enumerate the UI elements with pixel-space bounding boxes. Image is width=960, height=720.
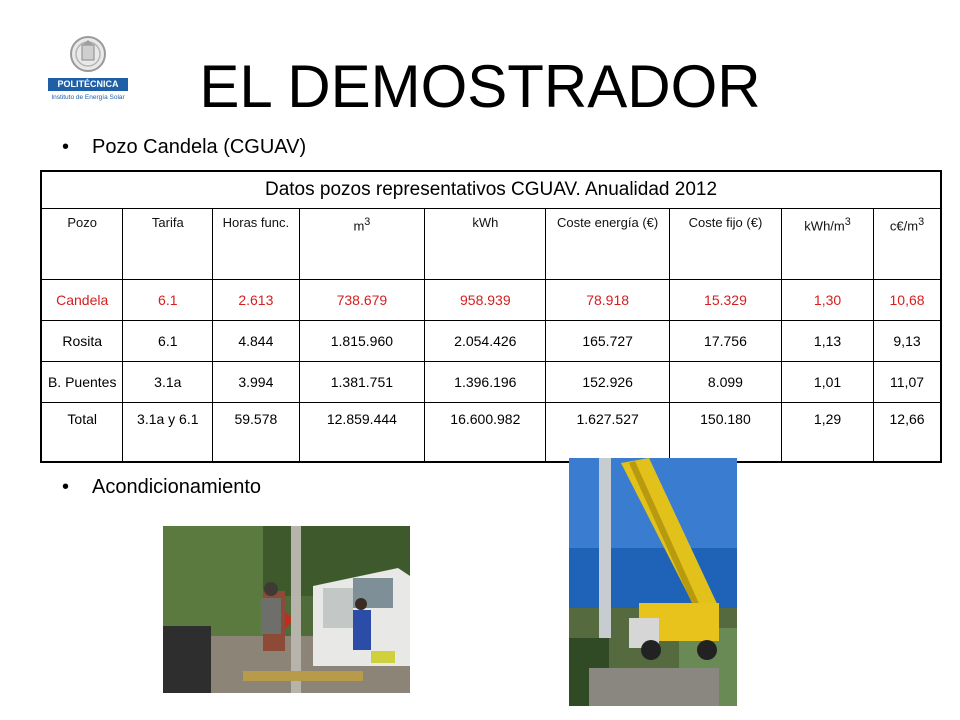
table-cell: 1.815.960 (299, 321, 425, 362)
logo-subtitle: Instituto de Energía Solar (51, 94, 125, 101)
table-cell: 8.099 (669, 362, 781, 403)
table-cell: 3.1a y 6.1 (123, 403, 213, 463)
table-cell: Rosita (41, 321, 123, 362)
table-row (41, 280, 941, 321)
table-cell: 6.1 (123, 321, 213, 362)
table-cell: 15.329 (669, 280, 781, 321)
table-cell: 10,68 (874, 280, 941, 321)
table-cell: 1,13 (782, 321, 874, 362)
header-label: m (353, 218, 365, 234)
bullet-item (62, 475, 261, 499)
table-cell: 2.613 (213, 280, 299, 321)
header-cell (299, 209, 425, 280)
page-title: EL DEMOSTRADOR (199, 53, 761, 120)
header-label: c€/m (889, 218, 919, 234)
table-cell: 1.396.196 (425, 362, 546, 403)
table-cell: 16.600.982 (425, 403, 546, 463)
table-cell: 6.1 (123, 280, 213, 321)
table-row (41, 362, 941, 403)
header-cell: Horas func. (213, 209, 299, 280)
table-cell: 4.844 (213, 321, 299, 362)
wells-data-table (40, 170, 942, 463)
table-cell: 1.627.527 (546, 403, 669, 463)
header-superscript: 3 (364, 216, 371, 228)
header-cell: Coste fijo (€) (669, 209, 781, 280)
photo-workers-van (163, 526, 410, 693)
table-cell: 958.939 (425, 280, 546, 321)
table-cell: 11,07 (874, 362, 941, 403)
table-cell: 78.918 (546, 280, 669, 321)
table-cell: 12.859.444 (299, 403, 425, 463)
table-cell: 1,29 (782, 403, 874, 463)
header-cell (782, 209, 874, 280)
workers-van-image (163, 526, 410, 693)
table-cell: 1,30 (782, 280, 874, 321)
table-cell: 738.679 (299, 280, 425, 321)
table-caption: Datos pozos representativos CGUAV. Anualidad 2012 (41, 171, 941, 209)
bullet-item (62, 135, 306, 159)
table-cell: 9,13 (874, 321, 941, 362)
table-header-row (41, 209, 941, 280)
header-cell: Coste energía (€) (546, 209, 669, 280)
logo-name: POLITÉCNICA (57, 79, 119, 89)
table-cell: 12,66 (874, 403, 941, 463)
header-cell: Pozo (41, 209, 123, 280)
table-cell: Total (41, 403, 123, 463)
table-cell: 1,01 (782, 362, 874, 403)
table-cell: 1.381.751 (299, 362, 425, 403)
photo-crane (569, 458, 737, 706)
table-cell: 150.180 (669, 403, 781, 463)
table-row (41, 321, 941, 362)
bullet-dot: • (62, 476, 70, 498)
header-superscript: 3 (844, 216, 851, 228)
header-cell: Tarifa (123, 209, 213, 280)
table-cell: 2.054.426 (425, 321, 546, 362)
table-cell: 3.1a (123, 362, 213, 403)
table-cell: B. Puentes (41, 362, 123, 403)
bullet-text: Pozo Candela (CGUAV) (92, 136, 307, 158)
header-cell: kWh (425, 209, 546, 280)
table-cell: 59.578 (213, 403, 299, 463)
header-cell (874, 209, 941, 280)
header-label: kWh/m (804, 218, 845, 234)
bullet-text: Acondicionamiento (92, 476, 261, 498)
table-cell: Candela (41, 280, 123, 321)
crane-image (569, 458, 737, 706)
table-cell: 17.756 (669, 321, 781, 362)
table-cell: 152.926 (546, 362, 669, 403)
header-superscript: 3 (918, 216, 925, 228)
table-row-total (41, 403, 941, 463)
table-cell: 165.727 (546, 321, 669, 362)
table-cell: 3.994 (213, 362, 299, 403)
bullet-dot: • (62, 136, 70, 158)
